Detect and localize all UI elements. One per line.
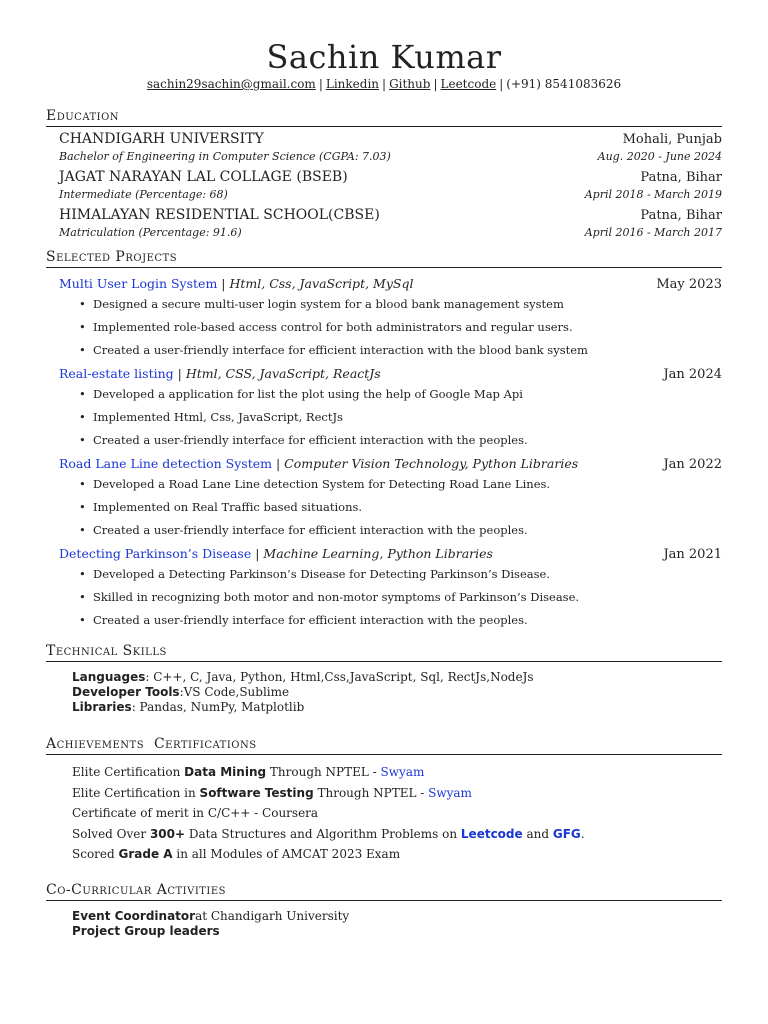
project-date: Jan 2021 bbox=[663, 547, 722, 562]
separator: | bbox=[251, 546, 264, 561]
cocurricular-list bbox=[46, 909, 722, 940]
separator: | bbox=[271, 456, 285, 471]
list-item bbox=[72, 762, 722, 783]
education-entry bbox=[46, 168, 722, 203]
skills-tools-label: Developer Tools bbox=[72, 685, 180, 699]
text: Through NPTEL - bbox=[266, 765, 381, 779]
education-dates: Aug. 2020 - June 2024 bbox=[597, 150, 722, 163]
achievements-list bbox=[46, 762, 722, 865]
project-name-link[interactable]: Detecting Parkinson’s Disease bbox=[59, 546, 252, 561]
list-item: • Implemented on Real Traffic based situations. bbox=[79, 499, 722, 515]
list-item bbox=[72, 824, 722, 845]
linkedin-link[interactable]: Linkedin bbox=[325, 77, 380, 91]
separator: | bbox=[499, 77, 504, 91]
skills-libraries-label: Libraries bbox=[72, 700, 132, 714]
skills-block bbox=[46, 670, 722, 715]
skills-libraries-value: : Pandas, NumPy, Matplotlib bbox=[131, 700, 305, 714]
text: . bbox=[580, 826, 585, 841]
school-location: Patna, Bihar bbox=[640, 208, 722, 223]
list-item: • Created a user-friendly interface for efficient interaction with the peoples. bbox=[79, 432, 722, 448]
skills-tools-value: :VS Code,Sublime bbox=[179, 685, 290, 699]
achievements-heading: Achievements Certifications bbox=[46, 735, 722, 755]
email-link[interactable]: sachin29sachin@gmail.com bbox=[146, 77, 316, 91]
list-item: • Implemented Html, Css, JavaScript, RectJs bbox=[79, 409, 722, 425]
text: in all Modules of AMCAT 2023 Exam bbox=[172, 847, 401, 861]
list-item: • Created a user-friendly interface for efficient interaction with the peoples. bbox=[79, 522, 722, 538]
github-link[interactable]: Github bbox=[389, 77, 431, 91]
text: Data Structures and Algorithm Problems on bbox=[185, 826, 461, 841]
list-item bbox=[72, 924, 722, 940]
bold-text: Event Coordinator bbox=[72, 908, 196, 923]
list-item bbox=[72, 783, 722, 804]
candidate-name: Sachin Kumar bbox=[266, 38, 502, 76]
phone-number: (+91) 8541083626 bbox=[506, 77, 622, 91]
text: Solved Over bbox=[72, 826, 150, 841]
list-item: • Designed a secure multi-user login system for a blood bank management system bbox=[79, 296, 722, 312]
list-item: • Developed a application for list the plot using the help of Google Map Api bbox=[79, 386, 722, 402]
swyam-link[interactable]: Swyam bbox=[380, 765, 425, 779]
degree: Intermediate (Percentage: 68) bbox=[59, 188, 228, 201]
skills-languages bbox=[72, 670, 722, 685]
list-item: • Skilled in recognizing both motor and non-motor symptoms of Parkinson’s Disease. bbox=[79, 589, 722, 605]
project-bullets bbox=[59, 296, 722, 358]
project-tech: Machine Learning, Python Libraries bbox=[263, 546, 493, 561]
school-location: Patna, Bihar bbox=[640, 170, 722, 185]
project-tech: Html, CSS, JavaScript, ReactJs bbox=[185, 366, 381, 381]
bold-text: Grade A bbox=[118, 847, 173, 861]
project-tech: Computer Vision Technology, Python Libraries bbox=[284, 456, 579, 471]
gfg-profile-link[interactable]: GFG bbox=[552, 826, 581, 841]
list-item: • Created a user-friendly interface for efficient interaction with the blood bank system bbox=[79, 342, 722, 358]
project-entry bbox=[46, 455, 722, 538]
education-entry bbox=[46, 130, 722, 165]
separator: | bbox=[433, 77, 438, 91]
project-name-link[interactable]: Multi User Login System bbox=[59, 276, 218, 291]
list-item: • Developed a Detecting Parkinson’s Disease for Detecting Parkinson’s Disease. bbox=[79, 566, 722, 582]
leetcode-link[interactable]: Leetcode bbox=[440, 77, 497, 91]
project-tech: Html, Css, JavaScript, MySql bbox=[229, 276, 414, 291]
school-name: HIMALAYAN RESIDENTIAL SCHOOL(CBSE) bbox=[59, 207, 380, 223]
education-heading: Education bbox=[46, 107, 722, 127]
list-item bbox=[72, 844, 722, 865]
list-item bbox=[72, 909, 722, 925]
project-date: Jan 2024 bbox=[663, 367, 722, 382]
text: Elite Certification in bbox=[72, 785, 200, 800]
school-location: Mohali, Punjab bbox=[622, 132, 722, 147]
school-name: JAGAT NARAYAN LAL COLLAGE (BSEB) bbox=[59, 169, 348, 185]
separator: | bbox=[382, 77, 387, 91]
list-item: • Implemented role-based access control for both administrators and regular users. bbox=[79, 319, 722, 335]
degree: Bachelor of Engineering in Computer Science (CGPA: 7.03) bbox=[59, 150, 391, 163]
project-entry bbox=[46, 545, 722, 628]
contact-line bbox=[46, 76, 722, 92]
skills-heading: Technical Skills bbox=[46, 642, 722, 662]
text: Elite Certification bbox=[72, 765, 185, 779]
education-dates: April 2016 - March 2017 bbox=[584, 226, 722, 239]
list-item: • Created a user-friendly interface for efficient interaction with the peoples. bbox=[79, 612, 722, 628]
separator: | bbox=[173, 366, 186, 381]
degree: Matriculation (Percentage: 91.6) bbox=[59, 226, 242, 239]
projects-heading: Selected Projects bbox=[46, 248, 722, 268]
bold-text: Software Testing bbox=[199, 785, 314, 800]
skills-languages-label: Languages bbox=[72, 670, 146, 684]
school-name: CHANDIGARH UNIVERSITY bbox=[59, 131, 264, 147]
bold-text: Project Group leaders bbox=[72, 924, 220, 938]
project-name-link[interactable]: Road Lane Line detection System bbox=[59, 456, 272, 471]
cocurricular-heading: Co-Curricular Activities bbox=[46, 881, 722, 901]
education-dates: April 2018 - March 2019 bbox=[584, 188, 722, 201]
project-bullets bbox=[59, 566, 722, 628]
swyam-link[interactable]: Swyam bbox=[428, 785, 472, 800]
leetcode-profile-link[interactable]: Leetcode bbox=[460, 826, 523, 841]
skills-languages-value: : C++, C, Java, Python, Html,Css,JavaScript, Sql, RectJs,NodeJs bbox=[145, 670, 534, 684]
text: and bbox=[522, 826, 553, 841]
project-date: May 2023 bbox=[656, 277, 722, 292]
list-item: Certificate of merit in C/C++ - Coursera bbox=[72, 806, 319, 820]
list-item: • Developed a Road Lane Line detection System for Detecting Road Lane Lines. bbox=[79, 476, 722, 492]
separator: | bbox=[217, 276, 230, 291]
text: at Chandigarh University bbox=[195, 908, 350, 923]
project-date: Jan 2022 bbox=[663, 457, 722, 472]
bold-text: Data Mining bbox=[184, 765, 267, 779]
skills-tools bbox=[72, 685, 722, 700]
education-entry bbox=[46, 206, 722, 241]
bold-text: 300+ bbox=[149, 826, 186, 841]
skills-libraries bbox=[72, 700, 722, 715]
project-bullets bbox=[59, 476, 722, 538]
project-bullets bbox=[59, 386, 722, 448]
project-entry bbox=[46, 275, 722, 358]
project-entry bbox=[46, 365, 722, 448]
education-list bbox=[46, 130, 722, 241]
text: Through NPTEL - bbox=[313, 785, 429, 800]
separator: | bbox=[318, 77, 323, 91]
resume-page bbox=[46, 38, 722, 940]
project-name-link[interactable]: Real-estate listing bbox=[59, 366, 174, 381]
text: Scored bbox=[72, 847, 119, 861]
